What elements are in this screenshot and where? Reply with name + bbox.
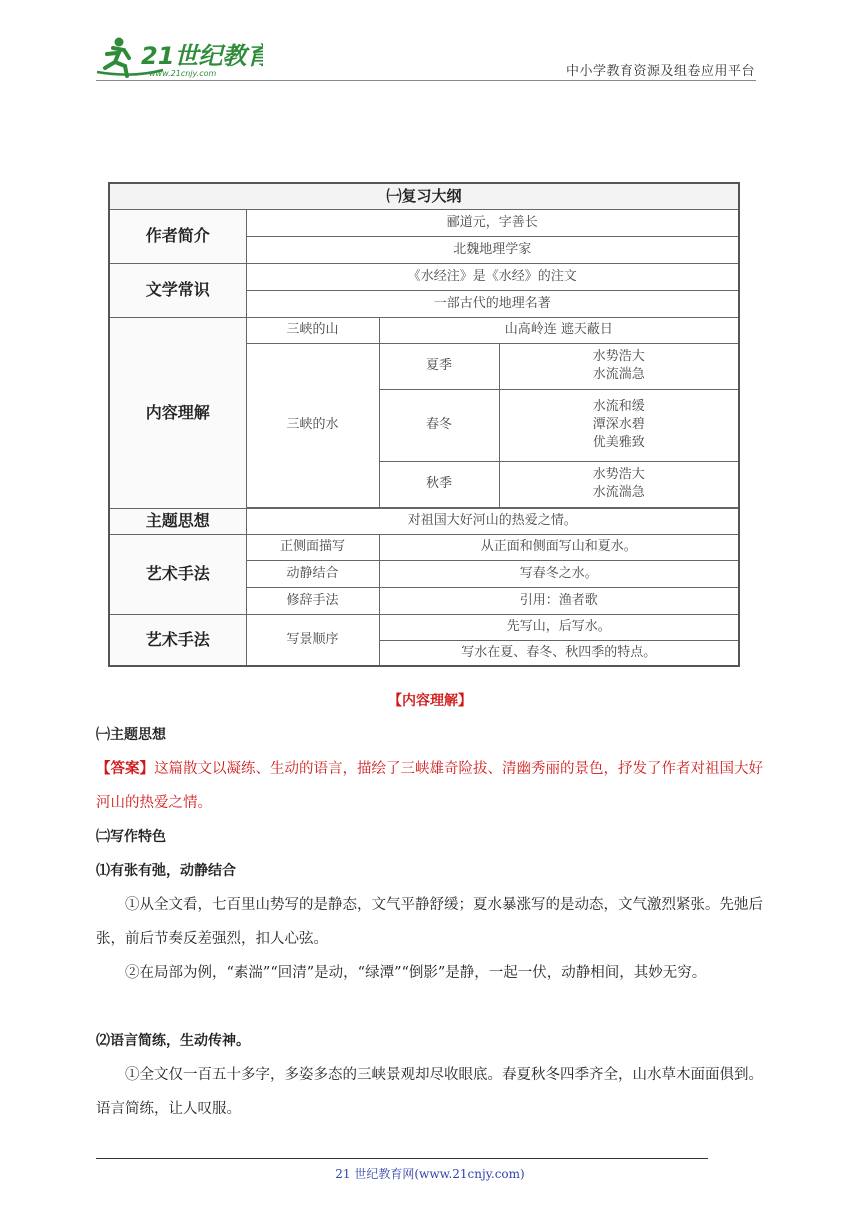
art-desc: 写春冬之水。 [379,560,739,587]
heading-theme: ㈠主题思想 [96,727,166,743]
season-desc [499,461,739,507]
paragraph-3: ①全文仅一百五十多字，多姿多态的三峡景观却尽收眼底。春夏秋冬四季齐全，山水草木面面俱到。语言简练，让人叹服。 [96,1067,763,1117]
site-logo [93,34,263,80]
art-desc: 引用：渔者歌 [379,587,739,614]
author-row: 郦道元，字善长 [246,209,739,236]
season-desc-line: 潭深水碧 [592,417,645,432]
heading-point1: ⑴有张有弛，动静结合 [96,863,236,879]
header-platform-text: 中小学教育资源及组卷应用平台 [565,64,755,79]
header-divider [96,80,756,81]
theme-text: 对祖国大好河山的热爱之情。 [246,508,739,534]
art-label: 艺术手法 [109,534,246,614]
literature-row: 《水经注》是《水经》的注文 [246,263,739,290]
art-label-2: 艺术手法 [109,614,246,666]
paragraph-2: ②在局部为例，“素湍”“回清”是动，“绿潭”“倒影”是静，一起一伏，动静相间，其妙无穷。 [125,965,707,981]
season-desc-line: 水流湍急 [592,367,645,382]
order-row: 写水在夏、春冬、秋四季的特点。 [379,640,739,666]
review-outline-table [108,182,740,667]
outline-title: ㈠复习大纲 [109,183,739,209]
section-title: 【内容理解】 [388,693,472,709]
theme-label: 主题思想 [109,508,246,534]
season-name: 夏季 [379,343,499,389]
answer-label: 【答案】 [96,760,154,777]
art-method: 修辞手法 [246,587,379,614]
season-desc-line: 水流湍急 [592,485,645,500]
art-method: 动静结合 [246,560,379,587]
author-label: 作者简介 [109,209,246,263]
water-label: 三峡的水 [246,343,379,507]
author-row: 北魏地理学家 [246,236,739,263]
season-name: 春冬 [379,389,499,461]
order-label: 写景顺序 [246,614,379,666]
heading-point2: ⑵语言简练，生动传神。 [96,1033,250,1049]
answer-text: 这篇散文以凝练、生动的语言，描绘了三峡雄奇险拔、清幽秀丽的景色，抒发了作者对祖国大好河山的热爱之情。 [96,761,763,811]
mountain-text: 山高岭连 遮天蔽日 [379,317,739,343]
literature-row: 一部古代的地理名著 [246,290,739,317]
season-desc-line: 优美雅致 [592,435,645,450]
art-method: 正侧面描写 [246,534,379,560]
season-desc-line: 水势浩大 [592,349,645,364]
footer-divider [96,1158,708,1159]
season-desc-line: 水势浩大 [592,467,645,482]
literature-label: 文学常识 [109,263,246,317]
season-desc [499,389,739,461]
art-desc: 从正面和侧面写山和夏水。 [379,534,739,560]
paragraph-1: ①从全文看，七百里山势写的是静态，文气平静舒缓；夏水暴涨写的是动态，文气激烈紧张。先弛后张，前后节奏反差强烈，扣人心弦。 [96,897,763,947]
heading-writing: ㈡写作特色 [96,829,166,845]
season-desc-line: 水流和缓 [592,399,645,414]
content-label: 内容理解 [109,317,246,508]
answer-paragraph [96,752,764,820]
order-row: 先写山，后写水。 [379,614,739,640]
logo-url: www.21cnjy.com [149,69,217,78]
season-name: 秋季 [379,461,499,507]
mountain-label: 三峡的山 [246,317,379,343]
logo-runner-icon [93,34,263,80]
footer-text: 21 世纪教育网(www.21cnjy.com) [335,1167,525,1181]
season-desc [499,343,739,389]
logo-text: 21世纪教育 [141,42,263,70]
